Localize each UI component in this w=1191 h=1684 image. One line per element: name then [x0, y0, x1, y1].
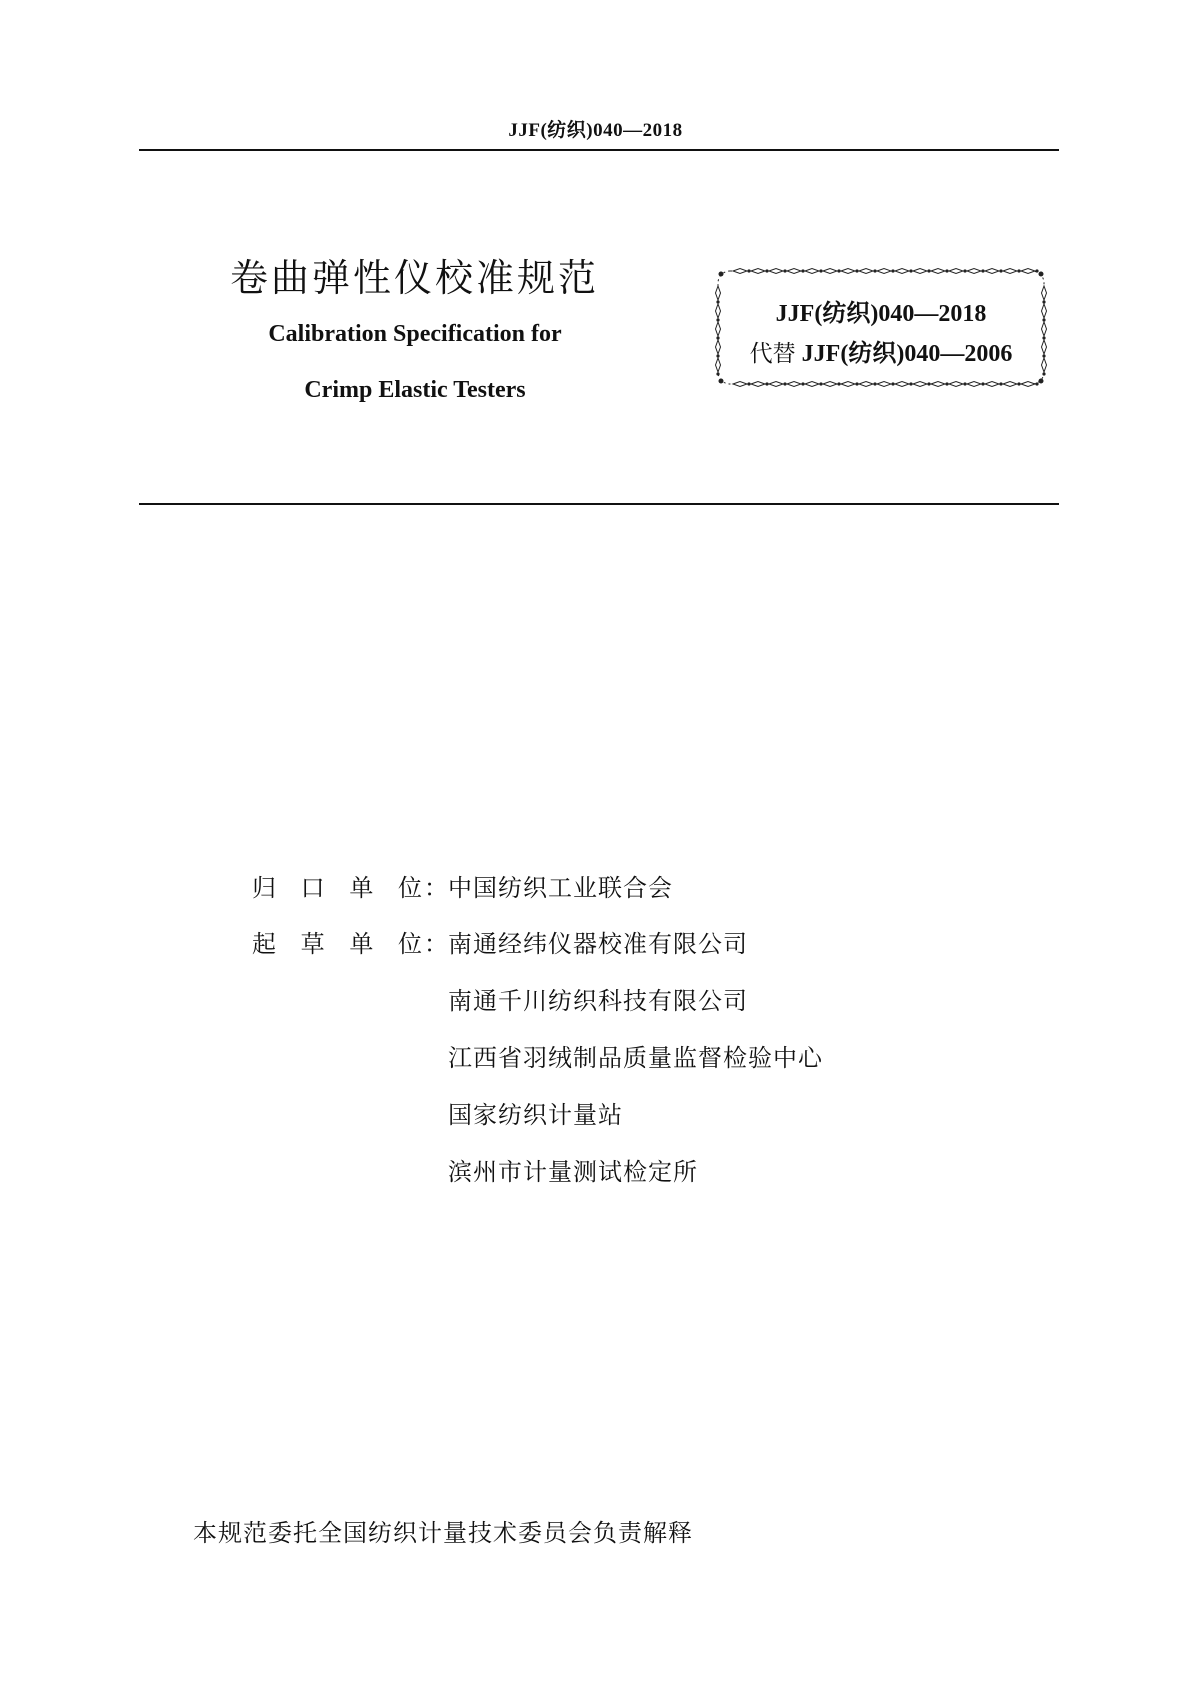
administering-unit-value: 中国纺织工业联合会: [448, 874, 673, 902]
label-char: 归: [252, 874, 276, 902]
header-rule: [139, 149, 1059, 151]
title-english-line-1: Calibration Specification for: [268, 321, 562, 347]
label-char: 单: [349, 930, 374, 958]
label-char: 位: [397, 874, 422, 902]
drafting-unit-value: 国家纺织计量站: [448, 1101, 623, 1129]
administering-unit-label: [252, 868, 422, 903]
drafting-unit-value: 滨州市计量测试检定所: [448, 1158, 698, 1186]
interpretation-note: 本规范委托全国纺织计量技术委员会负责解释: [193, 1519, 693, 1547]
header-standard-code: JJF(纺织)040—2018: [508, 120, 683, 141]
current-standard-code: JJF(纺织)040—2018: [775, 301, 987, 327]
replaces-prefix: 代替: [749, 341, 796, 367]
drafting-unit-value: 南通经纬仪器校准有限公司: [448, 930, 748, 958]
title-english-line-2: Crimp Elastic Testers: [304, 377, 526, 403]
replaced-standard-line: [712, 333, 1050, 368]
drafting-unit-value: 江西省羽绒制品质量监督检验中心: [448, 1044, 823, 1072]
label-char: 草: [300, 930, 325, 958]
title-chinese: 卷曲弹性仪校准规范: [230, 256, 600, 300]
standard-code-box: [712, 265, 1050, 390]
drafting-unit-label: [252, 924, 422, 959]
label-colon: ：: [424, 930, 448, 958]
label-char: 口: [300, 874, 325, 902]
label-char: 单: [349, 874, 374, 902]
title-bottom-rule: [139, 503, 1059, 505]
label-char: 起: [252, 930, 276, 958]
label-colon: ：: [424, 874, 448, 902]
replaced-standard-code: JJF(纺织)040—2006: [801, 341, 1013, 367]
drafting-unit-value: 南通千川纺织科技有限公司: [448, 987, 748, 1015]
label-char: 位: [397, 930, 422, 958]
